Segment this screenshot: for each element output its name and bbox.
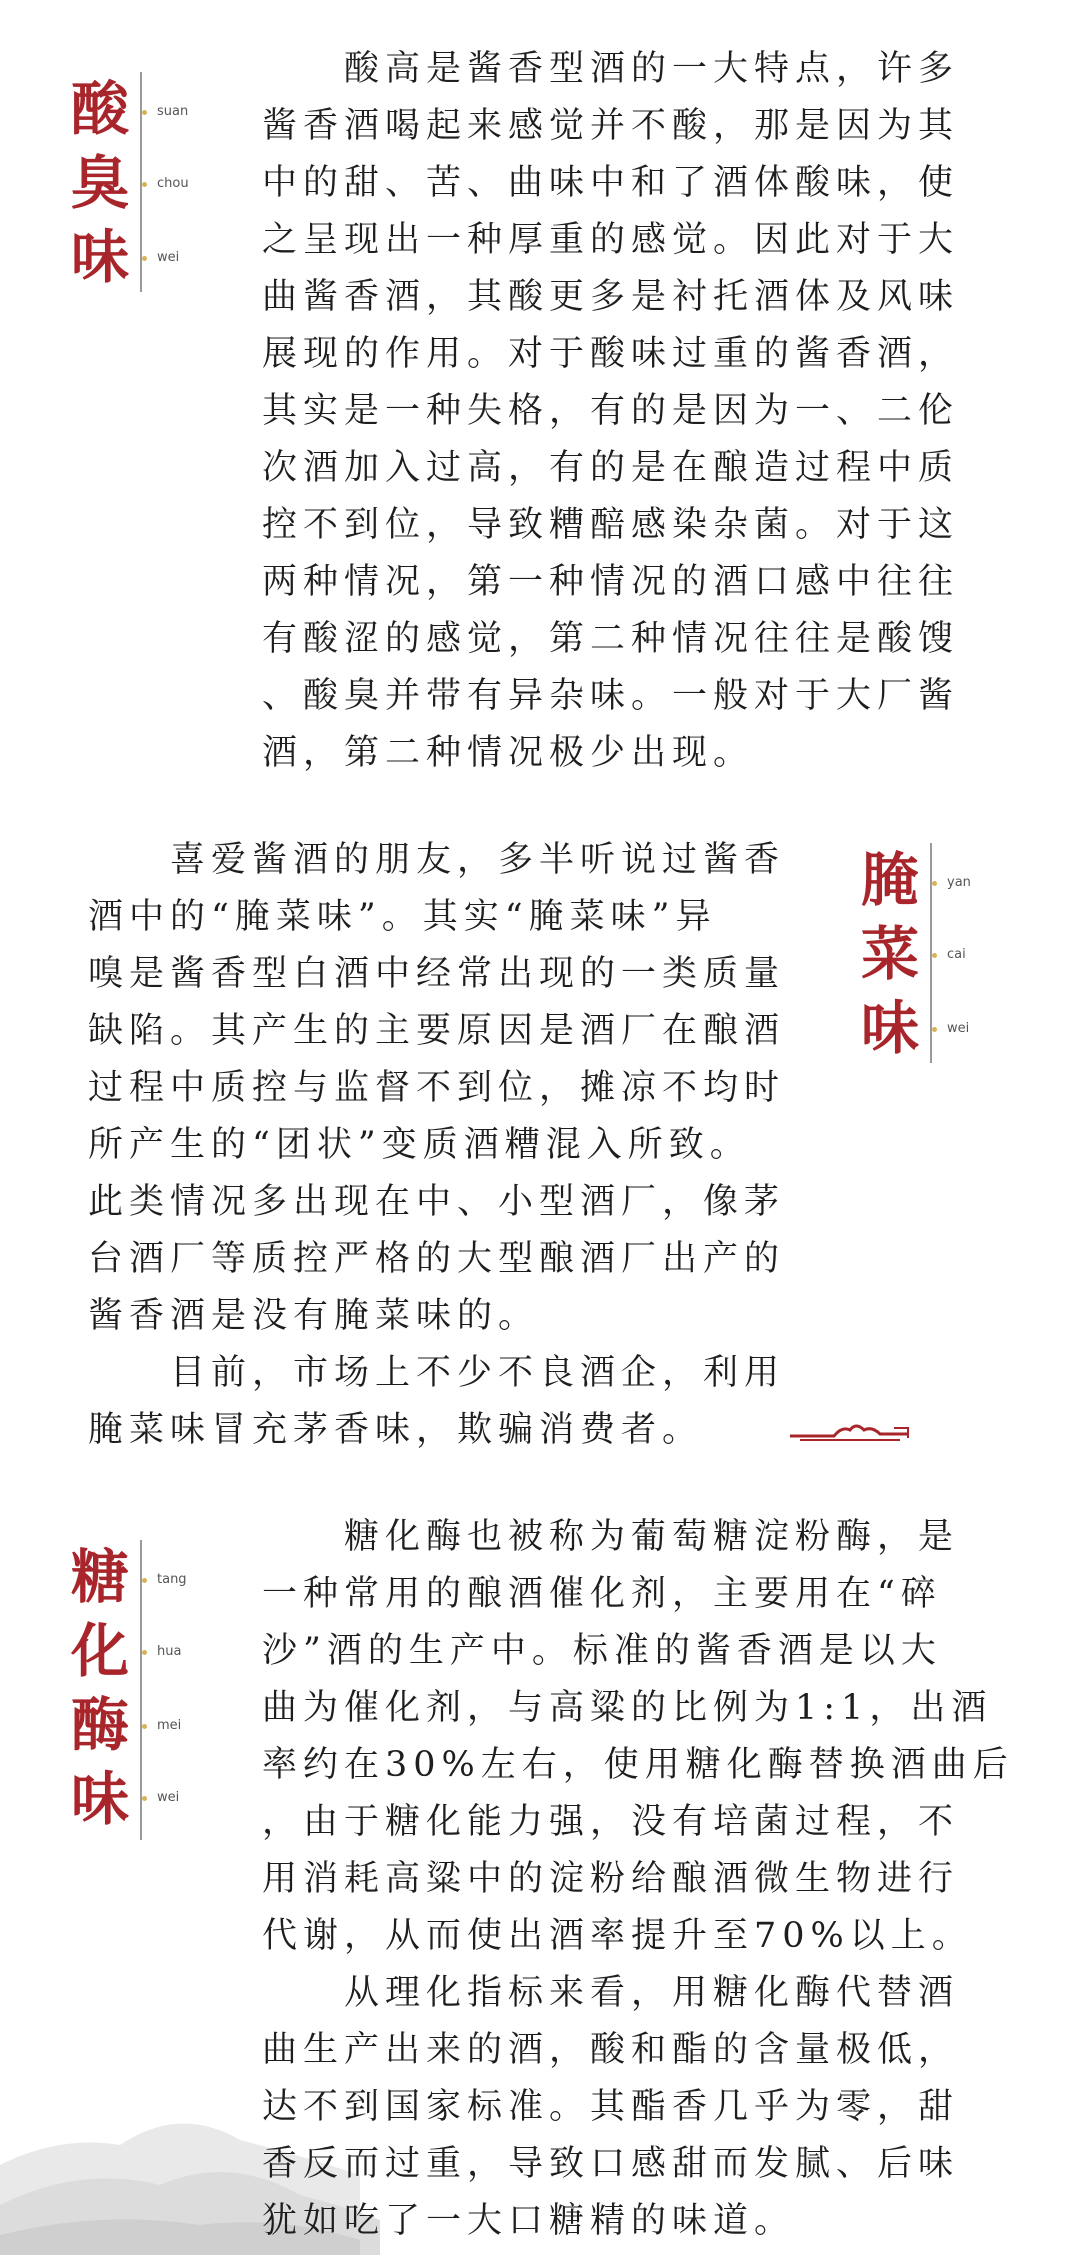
text-line: 次酒加入过高，有的是在酿造过程中质 [262, 448, 960, 488]
text-line: 过程中质控与监督不到位，摊凉不均时 [88, 1068, 786, 1108]
pinyin-label: yan [947, 875, 971, 890]
text-line: 用消耗高粱中的淀粉给酿酒微生物进行 [262, 1859, 960, 1899]
text-line: 之呈现出一种厚重的感觉。因此对于大 [262, 220, 960, 260]
text-line: 喜爱酱酒的朋友，多半听说过酱香 [88, 840, 786, 880]
text-line: 酱香酒喝起来感觉并不酸，那是因为其 [262, 106, 960, 146]
text-line: 腌菜味冒充茅香味，欺骗消费者。 [88, 1410, 704, 1450]
text-line: 率约在30%左右，使用糖化酶替换酒曲后 [262, 1745, 1014, 1785]
text-line: 酒中的“腌菜味”。其实“腌菜味”异 [88, 897, 717, 937]
pinyin-label: cai [947, 947, 966, 962]
title-tang-hua-mei-wei [60, 1540, 220, 1850]
title-char: 味 [70, 1765, 129, 1833]
text-line: 其实是一种失格，有的是因为一、二伦 [262, 391, 960, 431]
title-char: 味 [860, 994, 919, 1062]
text-line: 曲酱香酒，其酸更多是衬托酒体及风味 [262, 277, 960, 317]
title-char: 糖 [70, 1543, 129, 1611]
paragraph-tang-hua-mei-wei [262, 1517, 1052, 2241]
text-line: 从理化指标来看，用糖化酶代替酒 [262, 1973, 960, 2013]
text-line: 此类情况多出现在中、小型酒厂，像茅 [88, 1182, 786, 1222]
title-char: 菜 [860, 920, 919, 988]
text-line: 犹如吃了一大口糖精的味道。 [262, 2201, 796, 2241]
text-line: 代谢，从而使出酒率提升至70%以上。 [262, 1916, 973, 1956]
title-char: 酶 [70, 1691, 129, 1759]
title-divider [140, 1540, 142, 1840]
pinyin-label: hua [157, 1644, 182, 1659]
pinyin-label: wei [157, 250, 180, 265]
text-line: 曲生产出来的酒，酸和酯的含量极低， [262, 2030, 960, 2070]
text-line: 中的甜、苦、曲味中和了酒体酸味，使 [262, 163, 960, 203]
text-line: 控不到位，导致糟醅感染杂菌。对于这 [262, 505, 960, 545]
text-line: 嗅是酱香型白酒中经常出现的一类质量 [88, 954, 786, 994]
text-line: 展现的作用。对于酸味过重的酱香酒， [262, 334, 960, 374]
pinyin-label: chou [157, 176, 189, 191]
text-line: 一种常用的酿酒催化剂，主要用在“碎 [262, 1574, 942, 1614]
text-line: 糖化酶也被称为葡萄糖淀粉酶，是 [262, 1517, 960, 1557]
title-suan-chou-wei [60, 72, 220, 302]
title-char: 臭 [70, 149, 129, 217]
pinyin-label: suan [157, 104, 189, 119]
text-line: 目前，市场上不少不良酒企，利用 [88, 1353, 786, 1393]
title-char: 化 [70, 1617, 129, 1685]
paragraph-yan-cai-wei [88, 840, 828, 1453]
pinyin-label: mei [157, 1718, 182, 1733]
text-line: 曲为催化剂，与高粱的比例为1:1，出酒 [262, 1688, 993, 1728]
text-line: 香反而过重，导致口感甜而发腻、后味 [262, 2144, 960, 2184]
text-line: 沙”酒的生产中。标准的酱香酒是以大 [262, 1631, 942, 1671]
text-line: 台酒厂等质控严格的大型酿酒厂出产的 [88, 1239, 786, 1279]
text-line: ，由于糖化能力强，没有培菌过程，不 [262, 1802, 960, 1842]
title-char: 酸 [70, 75, 129, 143]
text-line: 酸高是酱香型酒的一大特点，许多 [262, 49, 960, 89]
paragraph-suan-chou-wei [262, 49, 1032, 792]
title-char: 味 [70, 223, 129, 291]
text-line: 两种情况，第一种情况的酒口感中往往 [262, 562, 960, 602]
text-line: 达不到国家标准。其酯香几乎为零，甜 [262, 2087, 960, 2127]
pinyin-label: wei [157, 1790, 180, 1805]
pinyin-label: wei [947, 1021, 970, 1036]
text-line: 缺陷。其产生的主要原因是酒厂在酿酒 [88, 1011, 786, 1051]
pinyin-label: tang [157, 1572, 187, 1587]
text-line: 酒，第二种情况极少出现。 [262, 733, 755, 773]
text-line: 有酸涩的感觉，第二种情况往往是酸馊 [262, 619, 960, 659]
text-line: 所产生的“团状”变质酒糟混入所致。 [88, 1125, 751, 1165]
title-char: 腌 [860, 846, 919, 914]
title-yan-cai-wei [850, 843, 1010, 1073]
text-line: 、酸臭并带有异杂味。一般对于大厂酱 [262, 676, 960, 716]
cloud-ornament-icon [790, 1420, 910, 1444]
text-line: 酱香酒是没有腌菜味的。 [88, 1296, 540, 1336]
